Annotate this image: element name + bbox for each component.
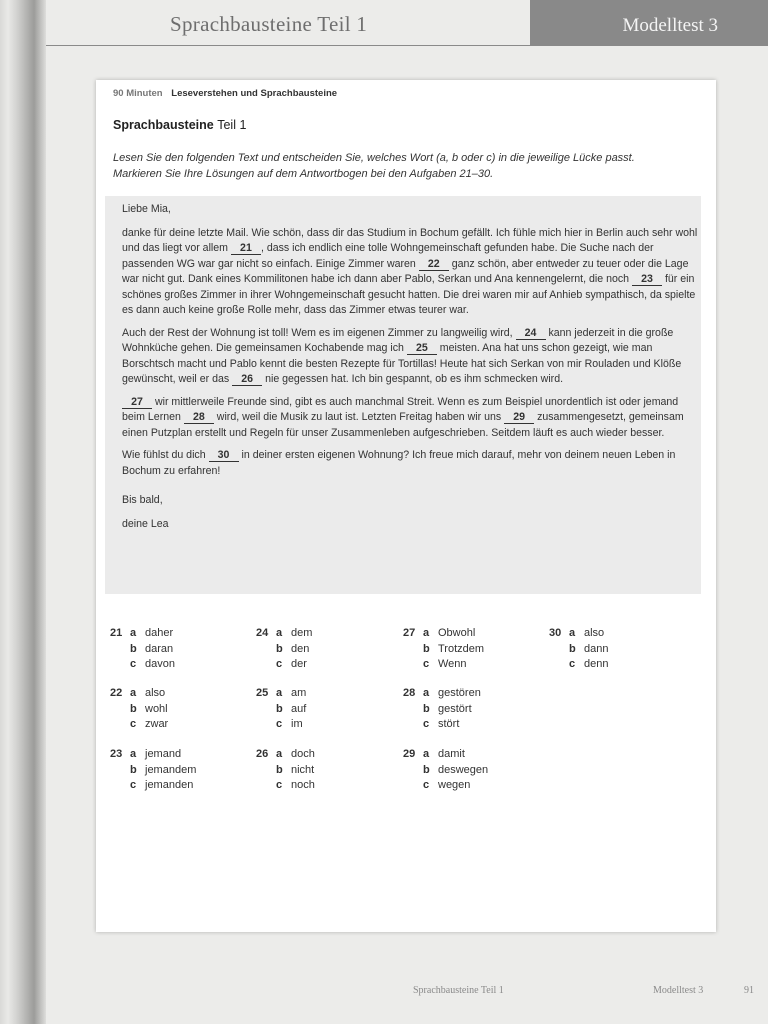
option-text: davon [145, 658, 175, 670]
header-test-label: Modelltest 3 [622, 15, 718, 36]
option-letter: a [130, 687, 137, 699]
option-letter: a [276, 687, 283, 699]
gap-25: 25 [407, 342, 437, 355]
part-title-main: Sprachbausteine [113, 118, 214, 132]
footer-test-label: Modelltest 3 [653, 985, 704, 996]
option-text: noch [291, 779, 315, 791]
letter-paragraph-1 [122, 226, 698, 319]
option-letter: b [130, 763, 137, 776]
option-letter: c [276, 658, 283, 670]
item-number: 27 [403, 627, 416, 639]
text-run: danke für deine letzte Mail. Wie schön, dass dir das Studium in Bochum gefällt. Ich fühle mich hier in Berlin auch sehr wohl und das liegt vor allem [122, 226, 698, 254]
option-group-30 [549, 626, 689, 673]
option-text: denn [584, 658, 609, 670]
option-group-23 [110, 747, 250, 794]
header-test-label-box [530, 0, 768, 46]
option-letter: c [423, 658, 430, 670]
text-run: nie gegessen hat. Ich bin gespannt, ob es ihm schmecken wird. [262, 373, 564, 385]
option-text: jemand [145, 748, 182, 760]
letter-box [105, 196, 701, 594]
option-group-22 [110, 686, 250, 733]
option-group-24 [256, 626, 396, 673]
option-letter: c [130, 718, 137, 730]
gap-21: 21 [231, 242, 261, 255]
option-letter: c [423, 718, 430, 730]
text-run: , dass ich endlich eine tolle Wohngemeinschaft gefunden habe. Die Suche nach der passenden WG war gar nicht so einfach. Einige Zimmer waren [122, 242, 654, 270]
instructions: Lesen Sie den folgenden Text und entscheiden Sie, welches Wort (a, b oder c) in die jeweilige Lücke passt. Markieren Sie Ihre Lösungen auf dem Antwortbogen bei den Aufgaben 21–30. [113, 152, 635, 180]
option-text: im [291, 718, 303, 730]
option-letter: a [130, 627, 137, 639]
option-letter: b [423, 702, 430, 715]
gap-24: 24 [516, 327, 546, 340]
option-text: also [145, 687, 166, 699]
text-run: in deiner ersten eigenen Wohnung? Ich freue mich darauf, mehr von deinem neuen Leben in Bochum zu erfahren! [122, 449, 676, 477]
option-letter: b [276, 642, 283, 655]
option-group-26 [256, 747, 396, 794]
gap-23: 23 [632, 273, 662, 286]
option-text: dem [291, 627, 313, 639]
option-letter: b [130, 702, 137, 715]
option-letter: c [130, 779, 137, 791]
text-run: Wie fühlst du dich [122, 449, 209, 461]
option-text: also [584, 627, 605, 639]
option-text: dann [584, 642, 609, 655]
text-run: zusammengesetzt, gemeinsam einen Putzplan erstellt und Regeln für unser Zusammenleben aufgeschrieben. Seitdem läuft es auch wieder besser. [122, 411, 684, 439]
exercise-sheet [96, 80, 716, 932]
option-group-29 [403, 747, 543, 794]
letter-paragraph-2 [122, 326, 698, 388]
letter-signature: deine Lea [122, 517, 169, 530]
letter-closing: Bis bald, [122, 494, 163, 506]
text-run: wird, weil die Musik zu laut ist. Letzten Freitag haben wir uns [213, 411, 505, 423]
item-number: 29 [403, 748, 416, 760]
text-run: meisten. Ana hat uns schon gezeigt, wie man Borschtsch macht und Pablo kennt die besten Rezepte für Tortillas! Heute hat sich Serkan von mir Rouladen und Klöße gewünscht, weil er das [122, 342, 682, 385]
option-letter: b [276, 763, 283, 776]
option-text: nicht [291, 763, 315, 776]
option-letter: b [130, 642, 137, 655]
option-text: jemanden [145, 779, 194, 791]
option-text: Wenn [438, 658, 467, 670]
item-number: 21 [110, 627, 123, 639]
item-number: 25 [256, 687, 269, 699]
gap-28: 28 [184, 411, 214, 424]
option-group-25 [256, 686, 396, 733]
option-letter: a [130, 748, 137, 760]
option-letter: c [569, 658, 576, 670]
page-footer [0, 985, 768, 1001]
part-title [113, 118, 246, 132]
option-text: doch [291, 748, 315, 760]
option-letter: a [276, 748, 283, 760]
option-letter: a [423, 748, 430, 760]
answer-options [110, 626, 710, 796]
option-text: daher [145, 627, 174, 639]
item-number: 22 [110, 687, 123, 699]
option-group-28 [403, 686, 543, 733]
item-number: 26 [256, 748, 269, 760]
option-text: den [291, 642, 310, 655]
option-text: deswegen [438, 763, 489, 776]
footer-section-title: Sprachbausteine Teil 1 [413, 985, 504, 996]
option-letter: a [423, 627, 430, 639]
option-letter: b [423, 763, 430, 776]
option-text: auf [291, 702, 307, 715]
option-letter: c [276, 718, 283, 730]
gap-30: 30 [209, 449, 239, 462]
letter-text [122, 202, 698, 532]
gap-27: 27 [122, 396, 152, 409]
option-text: Trotzdem [438, 642, 485, 655]
option-text: am [291, 687, 307, 699]
option-letter: a [423, 687, 430, 699]
duration-label: 90 Minuten [113, 88, 163, 99]
text-run: wir mittlerweile Freunde sind, gibt es auch manchmal Streit. Wenn es zum Beispiel unordentlich ist oder jemand beim Lernen [122, 395, 679, 423]
item-number: 23 [110, 748, 123, 760]
text-run: Auch der Rest der Wohnung ist toll! Wem es im eigenen Zimmer zu langweilig wird, [122, 326, 516, 339]
part-title-number: Teil 1 [217, 118, 247, 132]
gap-29: 29 [504, 411, 534, 424]
option-letter: c [276, 779, 283, 791]
letter-paragraph-4 [122, 448, 698, 479]
option-group-21 [110, 626, 250, 673]
page-header [46, 0, 768, 46]
option-text: gestören [438, 687, 481, 699]
option-text: daran [145, 642, 174, 655]
letter-greeting: Liebe Mia, [122, 203, 171, 215]
option-text: damit [438, 748, 465, 760]
item-number: 24 [256, 627, 269, 639]
option-letter: c [423, 779, 430, 791]
option-letter: b [423, 642, 430, 655]
option-text: Obwohl [438, 627, 476, 639]
header-section-title: Sprachbausteine Teil 1 [170, 12, 368, 36]
option-letter: b [276, 702, 283, 715]
item-number: 30 [549, 627, 562, 639]
section-name: Leseverstehen und Sprachbausteine [171, 88, 338, 99]
item-number: 28 [403, 687, 416, 699]
gap-22: 22 [419, 258, 449, 271]
option-text: gestört [438, 702, 472, 715]
option-letter: c [130, 658, 137, 670]
text-run: ganz schön, aber entweder zu teuer oder die Lage war nicht gut. Dank eines Kommilitonen habe ich dann aber Pablo, Serkan und Ana kennengelernt, die noch [122, 257, 689, 285]
footer-page-number: 91 [744, 985, 754, 996]
gap-26: 26 [232, 373, 262, 386]
option-letter: a [276, 627, 283, 639]
letter-paragraph-3 [122, 395, 698, 442]
option-text: wegen [438, 779, 471, 791]
text-run: kann jederzeit in die große Wohnküche gehen. Die gemeinsamen Kochabende mag ich [122, 326, 674, 354]
option-group-27 [403, 626, 543, 673]
meta-line [113, 88, 337, 99]
text-run: für ein schönes großes Zimmer in ihrer Wohngemeinschaft gesucht hatten. Die drei waren mir auf Anhieb sympathisch, da spielte es dann auch keine große Rolle mehr, dass das Zimmer etwas teurer war. [122, 273, 696, 316]
option-letter: a [569, 627, 576, 639]
option-text: zwar [145, 718, 169, 730]
option-text: wohl [145, 702, 168, 715]
book-binding-shadow [0, 0, 46, 1024]
option-text: der [291, 658, 307, 670]
header-rule [46, 45, 530, 46]
option-text: stört [438, 718, 460, 730]
option-letter: b [569, 642, 576, 655]
option-text: jemandem [145, 763, 197, 776]
